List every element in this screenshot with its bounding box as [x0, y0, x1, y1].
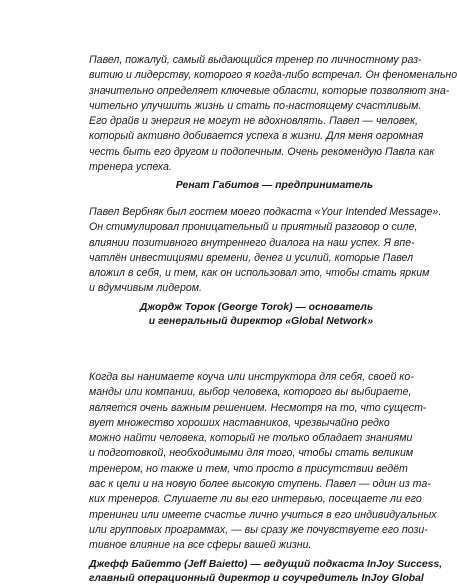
quote-line: вует множество хороших наставников, чрезвычайно редко [89, 416, 390, 429]
quote-line: и подготовкой, необходимыми для того, чтобы стать великим [89, 447, 414, 460]
attribution-line: главный операционный директор и соучредитель InJoy Global [89, 573, 424, 585]
quote-line: является очень важным решением. Несмотря на то, что сущест- [89, 401, 427, 414]
quote-line: вас к цели и на новую более высокую ступень. Павел — один из та- [89, 478, 431, 491]
attribution-line: Ренат Габитов — предприниматель [175, 180, 373, 192]
quote-line: витию и лидерству, которого я когда-либо встречал. Он феноменально [89, 69, 457, 82]
quote-line: Он стимулировал проницательный и приятный разговор о силе, [89, 221, 418, 234]
quote-line: Когда вы нанимаете коуча или инструктора для себя, своей ко- [89, 371, 414, 383]
quote-line: манды или компании, выбор человека, которого вы выбираете, [89, 386, 412, 399]
quote-line: чатлён инвестициями времени, денег и усилий, которые Павел [89, 251, 414, 264]
testimonial-attribution [89, 179, 373, 194]
testimonial-attribution [89, 301, 373, 330]
quote-line: можно найти человека, который не только обладает знаниями [89, 432, 413, 445]
quote-line: и вдумчивым лидером. [89, 282, 202, 295]
testimonial-quote [89, 205, 442, 297]
testimonial-jeff-baietto [89, 370, 443, 587]
quote-line: ких тренеров. Слушаете ли вы его интервью, посещаете ли его [89, 493, 422, 506]
attribution-line: Джефф Байетто (Jeff Baietto) — ведущий подкаста InJoy Success, [89, 558, 443, 570]
testimonial-attribution [89, 558, 443, 587]
quote-line: чительно улучшить жизнь и стать по-настоящему счастливым. [89, 99, 422, 112]
quote-line: тренера успеха. [89, 161, 172, 174]
testimonial-renat-gabitov [89, 53, 457, 194]
testimonial-george-torok [89, 205, 442, 330]
quote-line: значительно определяет ключевые области, которые позволяют зна- [89, 84, 450, 97]
quote-line: или групповых программах, — вы сразу же почувствуете его пози- [89, 523, 428, 536]
testimonial-quote [89, 53, 457, 175]
quote-line: влиянии позитивного внутреннего диалога на наш успех. Я впе- [89, 236, 415, 249]
quote-line: Павел Вербняк был гостем моего подкаста «Your Intended Message». [89, 206, 442, 218]
attribution-line: Джордж Торок (George Torok) — основатель [139, 301, 373, 313]
quote-line: тренером, но также и тем, что просто в присутствии ведёт [89, 462, 408, 475]
quote-line: тивное влияние на все сферы вашей жизни. [89, 539, 312, 552]
testimonial-quote [89, 370, 437, 554]
quote-line: тренинги или имеете счастье лично учиться в его индивидуальных [89, 508, 437, 521]
quote-line: вложил в себя, и тем, как он использовал это, чтобы стать ярким [89, 267, 430, 280]
quote-line: который активно добивается успеха в жизни. Для меня огромная [89, 130, 424, 143]
quote-line: Его драйв и энергия не могут не вдохновлять. Павел — человек, [89, 115, 418, 128]
quote-line: Павел, пожалуй, самый выдающийся тренер по личностному раз- [89, 54, 422, 66]
attribution-line: и генеральный директор «Global Network» [148, 316, 373, 328]
quote-line: честь быть его другом и подопечным. Очень рекомендую Павла как [89, 145, 435, 158]
